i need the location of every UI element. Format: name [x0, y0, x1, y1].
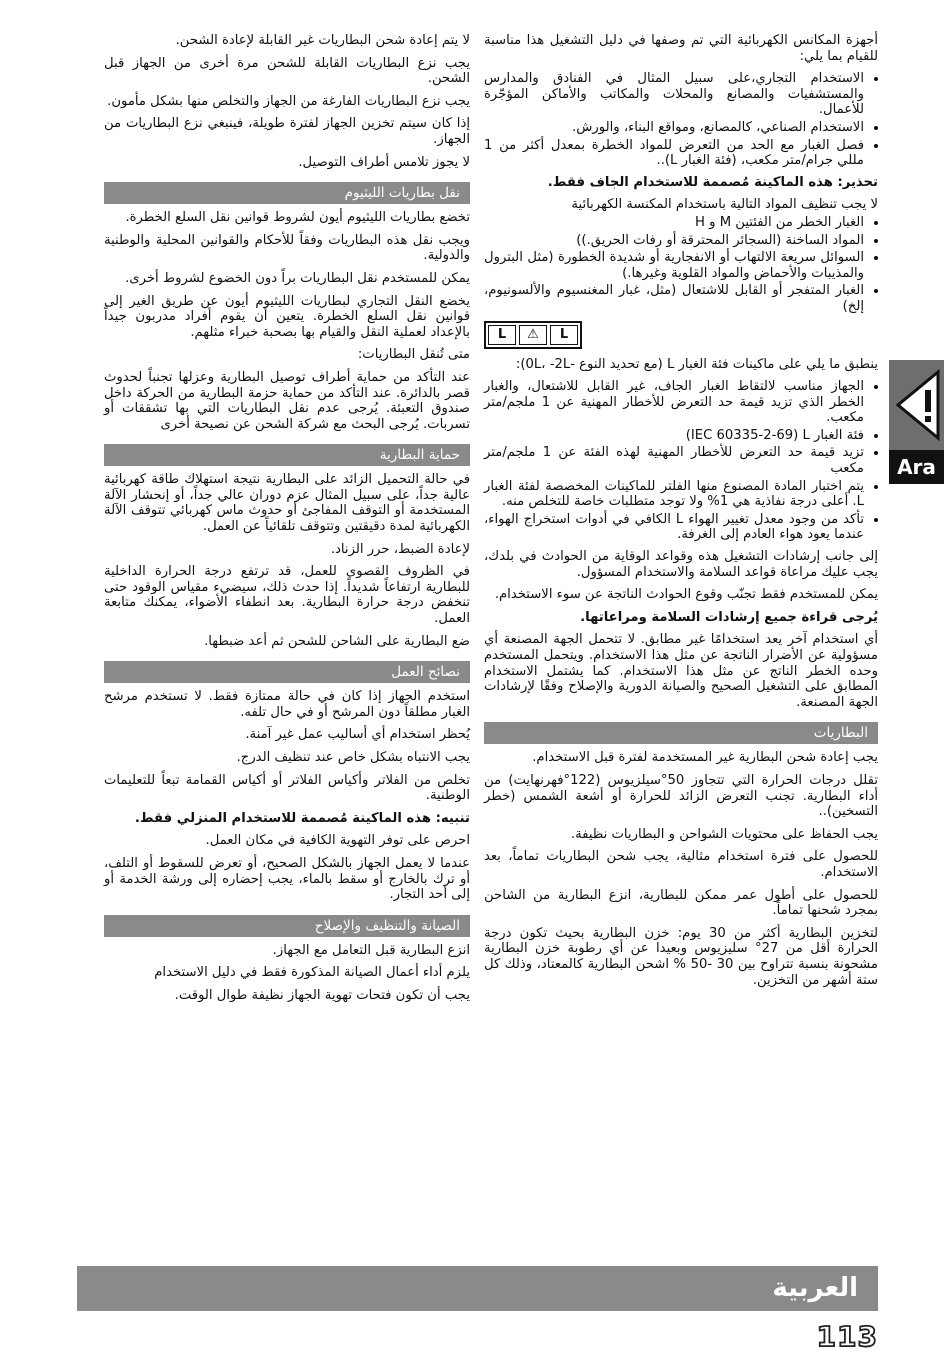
paragraph: متى تُنقل البطاريات: — [357, 347, 470, 363]
dust-class-list — [484, 379, 878, 543]
right-column — [484, 33, 878, 995]
home-use-notice: تنبيه: هذه الماكينة مُصممة للاستخدام المنزلي فقط. — [134, 810, 470, 826]
paragraph: يجب نزع البطاريات الفارغة من الجهاز والتخلص منها بشكل مأمون. — [107, 93, 470, 109]
section-heading-transport: نقل بطاريات الليثيوم — [104, 182, 470, 204]
paragraph: إذا كان سيتم تخزين الجهاز لفترة طويلة، فينبغي نزع البطاريات من الجهاز. — [104, 116, 470, 147]
paragraph: يلزم أداء أعمال الصيانة المذكورة فقط في دليل الاستخدام — [154, 965, 470, 981]
paragraph: للحصول على أطول عمر ممكن للبطارية، انزع البطارية من الشاحن بمجرد شحنها تماماً. — [484, 887, 878, 919]
paragraph: يُحظر استخدام أي أساليب عمل غير آمنة. — [245, 727, 470, 743]
paragraph: عندما لا يعمل الجهاز بالشكل الصحيح، أو تعرض للسقوط أو التلف، أو ترك بالخارج أو سقط بالماء، يجب إحضاره إلى ورشة الخدمة أو إلى أحد التجار. — [104, 855, 470, 903]
dust-class-l-icon: L — [550, 325, 578, 345]
paragraph: يجب الحفاظ على محتويات الشواحن و البطاريات نظيفة. — [570, 826, 878, 842]
intro-text: أجهزة المكانس الكهربائية التي تم وصفها في دليل التشغيل هذا مناسبة للقيام بما يلي: — [484, 33, 878, 64]
paragraph: يجب إعادة شحن البطارية غير المستخدمة لفترة قبل الاستخدام. — [532, 750, 878, 766]
list-item: • الجهاز مناسب لالتقاط الغبار الجاف، غير القابل للاشتعال، والغبار الخطر الذي تزيد قيمة حد التعرض للأخطار المهنية عن 1 ملجم/متر مكعب. — [484, 379, 864, 426]
paragraph: يجب أن تكون فتحات تهوية الجهاز نظيفة طوال الوقت. — [174, 987, 470, 1003]
dust-class-label — [484, 321, 582, 349]
paragraph: ويجب نقل هذه البطاريات وفقاً للأحكام والقوانين المحلية والوطنية والدولية. — [104, 232, 470, 264]
list-item: • تأكد من وجود معدل تغيير الهواء L الكافي في أدوات استخراج الهواء، عندما يعود هواء العادم إلى الغرفة. — [484, 512, 864, 543]
section-heading-tips: نصائح العمل — [104, 661, 470, 683]
language-side-tab — [889, 360, 944, 484]
safety-paragraph: إلى جانب إرشادات التشغيل هذه وقواعد الوقاية من الحوادث في بلدك، يجب عليك مراعاة قواعد السلامة والاستخدام المسؤول. — [484, 549, 878, 580]
list-item: • الاستخدام التجاري،على سبيل المثال في الفنادق والمدارس والمستشفيات والمصانع والمحلات والمكاتب والأماكن المؤجّرة للأعمال. — [484, 71, 864, 118]
dust-class-symbols — [484, 321, 878, 349]
paragraph: لتخزين البطارية أكثر من 30 يوم: خزن البطارية بحيث تكون درجة الحرارة أقل من 27° سليزيوس وبعيدا عن أي رطوبة خزن البطارية مشحونة بنسبة تتراوح بين 30 -50 % اشحن البطارية كالمعتاد، وذلك كل ستة أشهر من التخزين. — [484, 925, 879, 988]
paragraph: يجب الانتباه بشكل خاص عند تنظيف الدرج. — [236, 750, 470, 765]
list-item: • تزيد قيمة حد التعرض للأخطار المهنية لهذه الفئة عن 1 ملجم/متر مكعب — [484, 445, 864, 476]
paragraph: تقلل درجات الحرارة التي تتجاوز 50°سيلزيوس (122°فهرنهايت) من أداء البطارية. تجنب التعرض الزائد للحرارة أو أشعة الشمس (خطر التسخين).. — [484, 772, 878, 820]
paragraph: في حالة التحميل الزائد على البطارية نتيجة استهلاك طاقة كهربائية عالية جداً، على سبيل المثال عزم دوران عالي جداً، أو إنحشار الآلة المستخدمة أو التوقف المفاجئ أو حدوث ماس كهربائي تتوقف الآلة الكهربائية لمدة دقيقتين وتتوقف تلقائياً عن العمل. — [104, 472, 470, 535]
paragraph: تخلص من الفلاتر وأكياس الفلاتر أو أكياس القمامة تبعاً للتعليمات الوطنية. — [104, 772, 470, 804]
hazard-triangle-icon: ⚠ — [519, 325, 547, 345]
list-item: • يتم اختبار المادة المصنوع منها الفلتر للماكينات المخصصة لفئة الغبار L. أعلى درجة نفاذية هي 1% ولا توجد متطلبات خاصة للتخلص منه. — [484, 479, 864, 510]
paragraph: في الظروف القصوى للعمل، قد ترتفع درجة الحرارة الداخلية للبطارية ارتفاعاً شديداً. إذا حدث ذلك، سيضيء مقياس الوقود حتى تنخفض درجة حرارة البطارية. بعد انطفاء الأضواء، يمكنك متابعة العمل. — [104, 564, 470, 627]
paragraph: للحصول على فترة استخدام مثالية، يجب شحن البطاريات تماماً، بعد الاستخدام. — [484, 849, 878, 880]
list-item: • فصل الغبار مع الحد من التعرض للمواد الخطرة بمعدل أكثر من 1 مللي جرام/متر مكعب، (فئة الغبار L).. — [484, 138, 864, 169]
safety-paragraph: يمكن للمستخدم فقط تجنّب وقوع الحوادث الناتجة عن سوء الاستخدام. — [494, 587, 878, 603]
warning-icon — [889, 360, 944, 450]
paragraph: يخضع النقل التجاري لبطاريات الليثيوم أيون عن طريق الغير إلى قوانين نقل السلع الخطرة. يتعين أن يقوم أفراد مدربون جيداً بالإعداد لعملية النقل والقيام بها بصحبة خبراء مثلهم. — [104, 293, 470, 340]
section-heading-protection: حماية البطارية — [104, 444, 470, 466]
list-item: • الغبار المتفجر أو القابل للاشتعال (مثل، غبار المغنسيوم والألسونيوم، إلخ) — [484, 283, 864, 314]
paragraph: انزع البطارية قبل التعامل مع الجهاز. — [272, 942, 470, 958]
section-heading-batteries: البطاريات — [484, 722, 878, 744]
language-title: العربية — [772, 1273, 858, 1303]
paragraph: لا يجوز تلامس أطراف التوصيل. — [298, 154, 470, 170]
paragraph: احرص على توفر التهوية الكافية في مكان العمل. — [205, 833, 470, 849]
not-clean-intro: لا يجب تنظيف المواد التالية باستخدام المكنسة الكهربائية — [571, 197, 878, 213]
paragraph: تخضع بطاريات الليثيوم أيون لشروط قوانين نقل السلع الخطرة. — [125, 210, 470, 226]
paragraph: استخدم الجهاز إذا كان في حالة ممتازة فقط. لا تستخدم مرشح الغبار مطلقاً دون المرشح أو في حال تلفه. — [104, 689, 470, 720]
paragraph: يجب نزع البطاريات القابلة للشحن مرة أخرى من الجهاز قبل الشحن. — [104, 55, 470, 87]
dust-class-intro: ينطبق ما يلي على ماكينات فئة الغبار L (مع تحديد النوع -0L، -2L): — [515, 356, 878, 372]
list-item: • فئة الغبار IEC 60335-2-69) L) — [484, 428, 864, 444]
section-heading-maintenance: الصيانة والتنظيف والإصلاح — [104, 915, 470, 937]
left-column — [104, 33, 470, 1011]
paragraph: عند التأكد من حماية أطراف توصيل البطارية وعزلها تجنباً لحدوث قصر بالدائرة. عند التأكد من حماية حزمة البطارية من الحركة داخل صندوق التعبئة. يُرجى عدم نقل البطاريات التي بها تشققات أو تسربات. يُرجى البحث مع شركة الشحن عن نصيحة أخرى — [104, 369, 470, 432]
paragraph: لإعادة الضبط، حرر الزناد. — [330, 541, 470, 557]
misuse-paragraph: أي استخدام آخر يعد استخدامًا غير مطابق. لا تتحمل الجهة المصنعة أي مسؤولية عن الأضرار الناتجة عن مثل هذا الاستخدام. ويتحمل المستخدم وحده الخطر الناتج عن مثل هذا الاستخدام. كما يشتمل الاستخدام المطابق على التشغيل الصحيح والصيانة الدورية والإصلاح وفقًا لإرشادات الجهة المصنعة. — [484, 632, 878, 710]
warning-dry-use: تحذير: هذه الماكينة مُصممة للاستخدام الجاف فقط. — [547, 174, 878, 190]
language-title-bar — [77, 1266, 878, 1311]
language-code: Ara — [889, 450, 944, 484]
page-number: 113 — [816, 1320, 878, 1353]
safety-read-all: يُرجى قراءة جميع إرشادات السلامة ومراعاتها. — [580, 609, 878, 625]
list-item: • الاستخدام الصناعي، كالمصانع، ومواقع البناء، والورش. — [484, 120, 864, 136]
list-item: • السوائل سريعة الالتهاب أو الانفجارية أو شديدة الخطورة (مثل البترول والمذيبات والأحماض والمواد القلوية وغيرها.) — [484, 250, 864, 281]
paragraph: لا يتم إعادة شحن البطاريات غير القابلة لإعادة الشحن. — [175, 33, 470, 48]
not-clean-list — [484, 215, 878, 315]
uses-list — [484, 71, 878, 169]
paragraph: ضع البطارية على الشاحن للشحن ثم أعد ضبطها. — [204, 633, 470, 649]
paragraph: يمكن للمستخدم نقل البطاريات براً دون الخضوع لشروط أخرى. — [125, 270, 470, 286]
list-item: • المواد الساخنة (السجائر المحترقة أو رفات الحريق.)) — [484, 233, 864, 249]
list-item: • الغبار الخطر من الفئتين M و H — [484, 215, 864, 231]
dust-class-l-icon: L — [488, 325, 516, 345]
